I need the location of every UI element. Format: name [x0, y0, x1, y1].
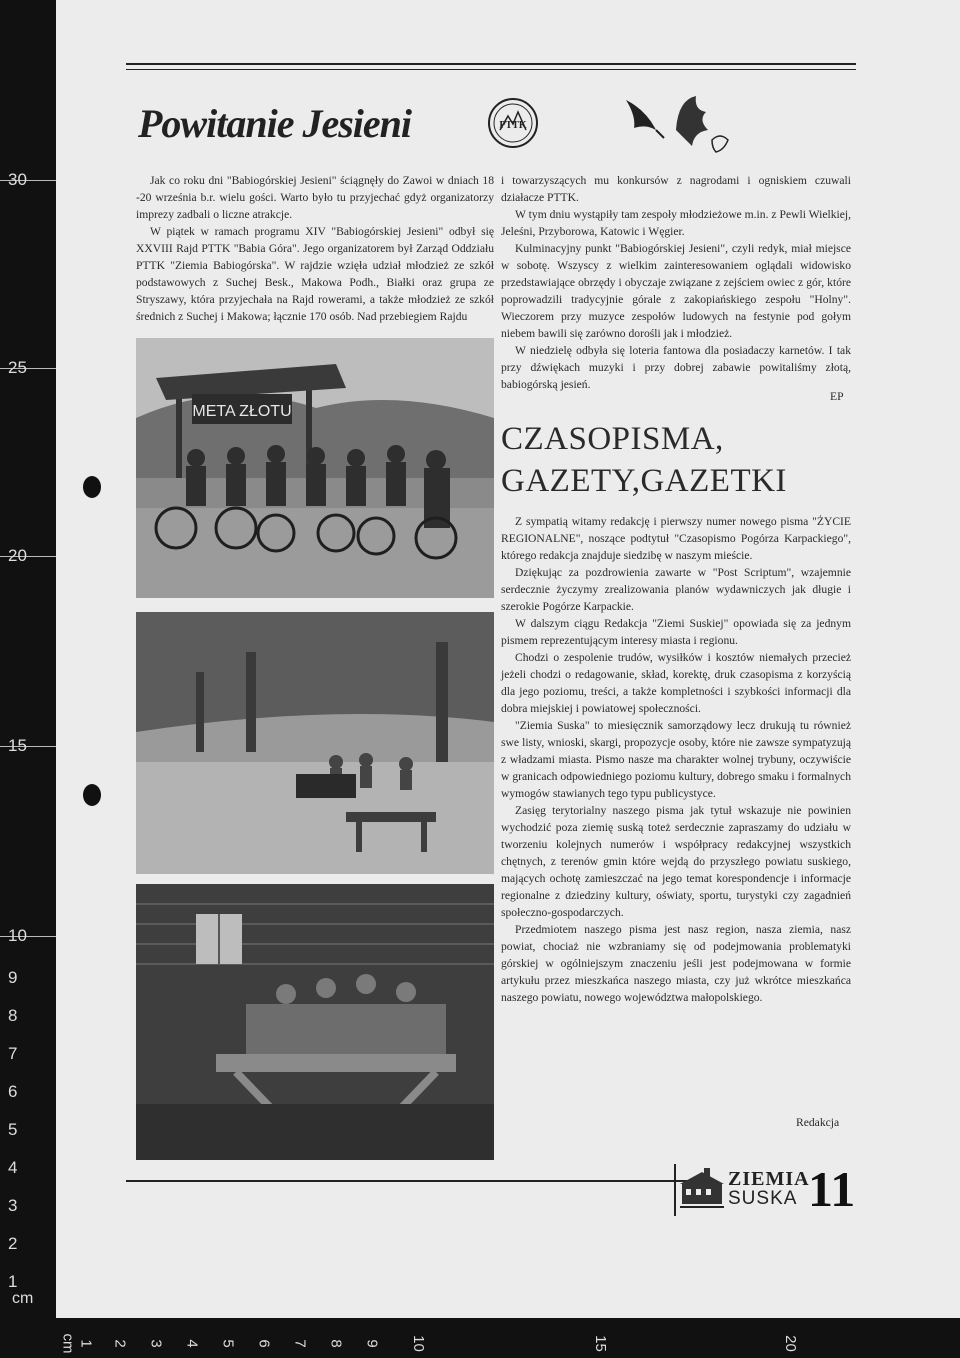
top-rule: [126, 63, 856, 65]
punch-hole: [83, 784, 101, 806]
ruler-mark: 9: [363, 1339, 381, 1348]
photo-campfire-gathering: [136, 612, 494, 874]
measuring-ruler-left: [0, 0, 56, 1358]
article1-left-column: [136, 172, 494, 325]
paragraph: Z sympatią witamy redakcję i pierwszy numer nowego pisma "ŻYCIE REGIONALNE", noszące podtytuł "Czasopismo Pogórza Karpackiego", którego redakcja znajduje siedzibę w naszym mieście.: [501, 515, 851, 562]
heading-line: GAZETY,GAZETKI: [501, 463, 787, 499]
article1-right-column: [501, 172, 851, 393]
newspaper-page: [56, 0, 960, 1318]
page-number: 11: [808, 1161, 856, 1217]
ruler-mark: 3: [147, 1339, 165, 1348]
article2-body: [501, 513, 851, 1006]
article-title: Powitanie Jesieni: [138, 101, 411, 146]
masthead-name-top: ZIEMIA: [728, 1168, 810, 1190]
ruler-mark: 15: [8, 736, 27, 755]
ruler-mark: 20: [8, 546, 27, 565]
paragraph: W niedzielę odbyła się loteria fantowa dla posiadaczy karnetów. I tak przy dźwiękach muzyki i przy dobrej zabawie powitaliśmy złotą, babiogórską jesień.: [501, 344, 851, 391]
ruler-mark: 10: [8, 926, 27, 945]
punch-hole: [83, 476, 101, 498]
paragraph: "Ziemia Suska" to miesięcznik samorządowy lecz drukują tu również swe listy, wnioski, skargi, propozycje osoby, które nie zawsze sympatyzują z władzami miasta. Pismo nasze ma charakter wolnej trybuny, oczywiście w granicach odpowiedniego poziomu kultury, dobrego smaku i formalnych wymogów stawianych tego typu publicystyce.: [501, 719, 851, 800]
ruler-mark: 1: [8, 1272, 18, 1291]
ruler-mark: 5: [219, 1339, 237, 1348]
paragraph: Jak co roku dni "Babiogórskiej Jesieni" ściągnęły do Zawoi w dniach 18 -20 września b.r. wielu gości. Warto było tu przyjechać gdyż organizatorzy imprezy zadbali o liczne atrakcje.: [136, 174, 494, 221]
paragraph: Przedmiotem naszego pisma jest nasz region, nasza ziemia, nasz powiat, chociaż nie wzbraniamy się od podejmowania problematyki górskiej w ogólniejszym znaczeniu jeśli jest podejmowana w formie artykułu przez mieszkańca naszego miasta, czy już wkrótce mieszkańca naszego powiatu, nowego województwa małopolskiego.: [501, 923, 851, 1004]
ruler-mark: 6: [8, 1082, 18, 1101]
measuring-ruler-bottom: [56, 1318, 960, 1358]
ruler-mark: 2: [111, 1339, 129, 1348]
ruler-mark: 4: [183, 1339, 201, 1348]
paragraph: Dziękując za pozdrowienia zawarte w "Post Scriptum", wzajemnie serdecznie życzymy zrealizowania planów wydawniczych jak długie i szerokie Pogórze Karpackie.: [501, 566, 851, 613]
ruler-mark: 7: [291, 1339, 309, 1348]
article2-signature: Redakcja: [796, 1116, 840, 1129]
ruler-mark: 7: [8, 1044, 18, 1063]
ruler-mark: 10: [409, 1335, 427, 1352]
paragraph: Zasięg terytorialny naszego pisma jak tytuł wskazuje nie powinien wychodzić poza ziemię suską toteż serdecznie zapraszamy do udziału w tworzeniu kolejnych numerów i współpracy redakcyjnej wszystkich chętnych, z terenów gmin które wejdą do przyszłego powiatu suskiego, mających ochotę zamieszczać na jego temat korespondencje i informacje regionalne z dziedziny kultury, oświaty, sportu, turystyki czy zagadnień społeczno-gospodarczych.: [501, 804, 851, 919]
ruler-mark: 6: [255, 1339, 273, 1348]
paragraph: W tym dniu wystąpiły tam zespoły młodzieżowe m.in. z Pewli Wielkiej, Jeleśni, Przyborowa, Katowic i Węgier.: [501, 208, 851, 238]
finish-sign-text: META ZŁOTU: [192, 403, 292, 420]
article2-heading: [501, 418, 851, 502]
ruler-mark: 5: [8, 1120, 18, 1139]
ruler-unit: cm: [12, 1290, 34, 1307]
ruler-mark: 9: [8, 968, 18, 987]
paragraph: W piątek w ramach programu XIV "Babiogórskiej Jesieni" odbył się XXVIII Rajd PTTK "Babia Góra". Jego organizatorem był Zarząd Oddziału PTTK "Ziemia Babiogórska". W rajdzie wzięła udział młodzież ze szkół podstawowych z Suchej Besk., Makowa Podh., Białki oraz grupa ze Stryszawy, która przyjechała na Rajd rowerami, a także młodzież ze szkół średnich z Suchej i Makowa; łącznie 170 osób. Nad przebiegiem Rajdu: [136, 225, 494, 323]
article1-signature: EP: [830, 390, 844, 403]
paragraph: i towarzyszących mu konkursów z nagrodami i ogniskiem czuwali działacze PTTK.: [501, 174, 851, 204]
ruler-mark: 15: [591, 1335, 609, 1352]
top-rule-thin: [126, 69, 856, 70]
ruler-mark: cm: [59, 1333, 77, 1354]
ruler-mark: 8: [8, 1006, 18, 1025]
ruler-mark: 20: [781, 1335, 799, 1352]
autumn-leaves-illustration: [616, 90, 776, 170]
ruler-mark: 8: [327, 1339, 345, 1348]
ruler-mark: 4: [8, 1158, 18, 1177]
paragraph: W dalszym ciągu Redakcja "Ziemi Suskiej" opowiada się za jednym pismem reprezentującym interesy miasta i regionu.: [501, 617, 851, 647]
ruler-mark: 3: [8, 1196, 18, 1215]
paragraph: Kulminacyjny punkt "Babiogórskiej Jesieni", czyli redyk, miał miejsce w sobotę. Wszyscy z wielkim zainteresowaniem oglądali widowisko przedstawiające obrzędy i obyczaje związane z zejściem owiec z gór, które poprowadzili tradycyjnie górale z zakopiańskiego zespołu "Holny". Wieczorem przy muzyce zespołów ludowych na festynie pod gołym niebem bawili się zarówno dorośli jak i młodzież.: [501, 242, 851, 340]
masthead-name-bottom: SUSKA: [728, 1188, 798, 1209]
photo-cyclists-finish: [136, 338, 494, 598]
ruler-mark: 25: [8, 358, 27, 377]
ruler-mark: 1: [77, 1339, 95, 1348]
photo-interior-room: [136, 884, 494, 1160]
ruler-mark: 2: [8, 1234, 18, 1253]
paragraph: Chodzi o zespolenie trudów, wysiłków i kosztów niemałych przecież jeżeli chodzi o redagowanie, skład, korektę, druk czasopisma z korzyścią dla jego poziomu, treści, a także kompletności i szybkości informacji dla dobra miejskiej i powiatowej społeczności.: [501, 651, 851, 715]
pttk-logo: [486, 96, 540, 150]
ruler-mark: 30: [8, 170, 27, 189]
svg-text:PTTK: PTTK: [499, 120, 527, 131]
footer-rule: [126, 1180, 696, 1182]
heading-line: CZASOPISMA,: [501, 421, 724, 457]
